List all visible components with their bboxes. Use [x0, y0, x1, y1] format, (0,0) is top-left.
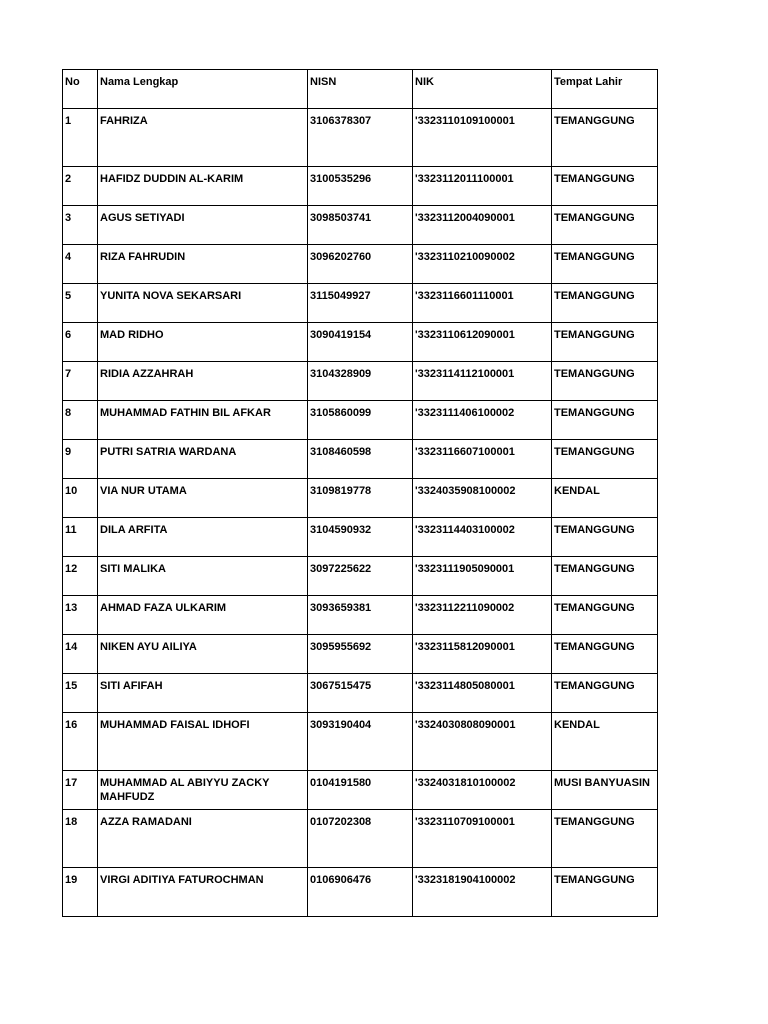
cell-nisn: 3093659381 — [308, 596, 413, 635]
cell-no: 12 — [63, 557, 98, 596]
cell-nisn: 3095955692 — [308, 635, 413, 674]
table-row — [63, 167, 658, 206]
cell-nisn: 0107202308 — [308, 810, 413, 868]
cell-tempat-lahir: TEMANGGUNG — [552, 109, 658, 167]
cell-nik: '3323181904100002 — [413, 868, 552, 917]
cell-nisn: 0106906476 — [308, 868, 413, 917]
cell-nama-lengkap: SITI AFIFAH — [98, 674, 308, 713]
cell-nik: '3323110109100001 — [413, 109, 552, 167]
cell-nama-lengkap: RIDIA AZZAHRAH — [98, 362, 308, 401]
cell-no: 2 — [63, 167, 98, 206]
cell-nik: '3323110612090001 — [413, 323, 552, 362]
cell-nama-lengkap: RIZA FAHRUDIN — [98, 245, 308, 284]
table-row — [63, 206, 658, 245]
header-nisn: NISN — [308, 70, 413, 109]
cell-nik: '3323110709100001 — [413, 810, 552, 868]
cell-nisn: 3090419154 — [308, 323, 413, 362]
cell-tempat-lahir: TEMANGGUNG — [552, 284, 658, 323]
cell-tempat-lahir: TEMANGGUNG — [552, 206, 658, 245]
table-row — [63, 109, 658, 167]
cell-no: 6 — [63, 323, 98, 362]
cell-nik: '3323112211090002 — [413, 596, 552, 635]
cell-tempat-lahir: TEMANGGUNG — [552, 323, 658, 362]
cell-nik: '3324035908100002 — [413, 479, 552, 518]
student-table — [62, 69, 658, 917]
cell-tempat-lahir: TEMANGGUNG — [552, 868, 658, 917]
cell-no: 7 — [63, 362, 98, 401]
cell-nisn: 3104328909 — [308, 362, 413, 401]
cell-nisn: 3108460598 — [308, 440, 413, 479]
cell-no: 1 — [63, 109, 98, 167]
cell-nisn: 3096202760 — [308, 245, 413, 284]
table-row — [63, 479, 658, 518]
cell-tempat-lahir: TEMANGGUNG — [552, 245, 658, 284]
table-row — [63, 771, 658, 810]
table-row — [63, 401, 658, 440]
table-row — [63, 245, 658, 284]
cell-nama-lengkap: MUHAMMAD AL ABIYYU ZACKY MAHFUDZ — [98, 771, 308, 810]
table-row — [63, 284, 658, 323]
header-nama-lengkap: Nama Lengkap — [98, 70, 308, 109]
cell-tempat-lahir: KENDAL — [552, 713, 658, 771]
cell-nama-lengkap: HAFIDZ DUDDIN AL-KARIM — [98, 167, 308, 206]
cell-no: 5 — [63, 284, 98, 323]
cell-no: 8 — [63, 401, 98, 440]
cell-nisn: 0104191580 — [308, 771, 413, 810]
cell-no: 16 — [63, 713, 98, 771]
cell-nisn: 3104590932 — [308, 518, 413, 557]
cell-no: 18 — [63, 810, 98, 868]
cell-tempat-lahir: KENDAL — [552, 479, 658, 518]
cell-tempat-lahir: MUSI BANYUASIN — [552, 771, 658, 810]
cell-tempat-lahir: TEMANGGUNG — [552, 167, 658, 206]
cell-nama-lengkap: AZZA RAMADANI — [98, 810, 308, 868]
cell-nik: '3323111406100002 — [413, 401, 552, 440]
cell-nik: '3324031810100002 — [413, 771, 552, 810]
table-row — [63, 323, 658, 362]
cell-tempat-lahir: TEMANGGUNG — [552, 557, 658, 596]
cell-nisn: 3097225622 — [308, 557, 413, 596]
cell-nik: '3323112011100001 — [413, 167, 552, 206]
header-nik: NIK — [413, 70, 552, 109]
cell-nama-lengkap: YUNITA NOVA SEKARSARI — [98, 284, 308, 323]
cell-nisn: 3109819778 — [308, 479, 413, 518]
cell-nik: '3323114112100001 — [413, 362, 552, 401]
cell-no: 19 — [63, 868, 98, 917]
cell-no: 9 — [63, 440, 98, 479]
cell-nama-lengkap: MUHAMMAD FATHIN BIL AFKAR — [98, 401, 308, 440]
cell-nik: '3323116607100001 — [413, 440, 552, 479]
table-row — [63, 518, 658, 557]
cell-no: 17 — [63, 771, 98, 810]
cell-nama-lengkap: DILA ARFITA — [98, 518, 308, 557]
cell-nama-lengkap: SITI MALIKA — [98, 557, 308, 596]
cell-tempat-lahir: TEMANGGUNG — [552, 596, 658, 635]
cell-nama-lengkap: VIA NUR UTAMA — [98, 479, 308, 518]
cell-nama-lengkap: AGUS SETIYADI — [98, 206, 308, 245]
cell-nisn: 3067515475 — [308, 674, 413, 713]
cell-nik: '3323114403100002 — [413, 518, 552, 557]
cell-tempat-lahir: TEMANGGUNG — [552, 518, 658, 557]
cell-nik: '3323112004090001 — [413, 206, 552, 245]
cell-no: 11 — [63, 518, 98, 557]
cell-tempat-lahir: TEMANGGUNG — [552, 440, 658, 479]
cell-tempat-lahir: TEMANGGUNG — [552, 674, 658, 713]
table-row — [63, 362, 658, 401]
header-no: No — [63, 70, 98, 109]
cell-tempat-lahir: TEMANGGUNG — [552, 401, 658, 440]
table-row — [63, 674, 658, 713]
cell-nama-lengkap: NIKEN AYU AILIYA — [98, 635, 308, 674]
cell-nisn: 3105860099 — [308, 401, 413, 440]
cell-no: 10 — [63, 479, 98, 518]
cell-nik: '3323116601110001 — [413, 284, 552, 323]
cell-nik: '3323115812090001 — [413, 635, 552, 674]
cell-nik: '3323114805080001 — [413, 674, 552, 713]
table-row — [63, 713, 658, 771]
table-row — [63, 635, 658, 674]
cell-no: 4 — [63, 245, 98, 284]
cell-nisn: 3098503741 — [308, 206, 413, 245]
table-row — [63, 557, 658, 596]
table-row — [63, 596, 658, 635]
cell-nisn: 3106378307 — [308, 109, 413, 167]
cell-no: 14 — [63, 635, 98, 674]
cell-nama-lengkap: FAHRIZA — [98, 109, 308, 167]
cell-tempat-lahir: TEMANGGUNG — [552, 362, 658, 401]
cell-nisn: 3093190404 — [308, 713, 413, 771]
table-row — [63, 440, 658, 479]
cell-no: 15 — [63, 674, 98, 713]
cell-nik: '3323110210090002 — [413, 245, 552, 284]
cell-nisn: 3115049927 — [308, 284, 413, 323]
table-row — [63, 868, 658, 917]
header-row — [63, 70, 658, 109]
cell-nama-lengkap: MUHAMMAD FAISAL IDHOFI — [98, 713, 308, 771]
cell-tempat-lahir: TEMANGGUNG — [552, 635, 658, 674]
cell-nisn: 3100535296 — [308, 167, 413, 206]
cell-no: 13 — [63, 596, 98, 635]
cell-nama-lengkap: AHMAD FAZA ULKARIM — [98, 596, 308, 635]
cell-nama-lengkap: VIRGI ADITIYA FATUROCHMAN — [98, 868, 308, 917]
header-tempat-lahir: Tempat Lahir — [552, 70, 658, 109]
table-row — [63, 810, 658, 868]
cell-nik: '3324030808090001 — [413, 713, 552, 771]
cell-nama-lengkap: MAD RIDHO — [98, 323, 308, 362]
cell-nik: '3323111905090001 — [413, 557, 552, 596]
cell-tempat-lahir: TEMANGGUNG — [552, 810, 658, 868]
cell-nama-lengkap: PUTRI SATRIA WARDANA — [98, 440, 308, 479]
cell-no: 3 — [63, 206, 98, 245]
